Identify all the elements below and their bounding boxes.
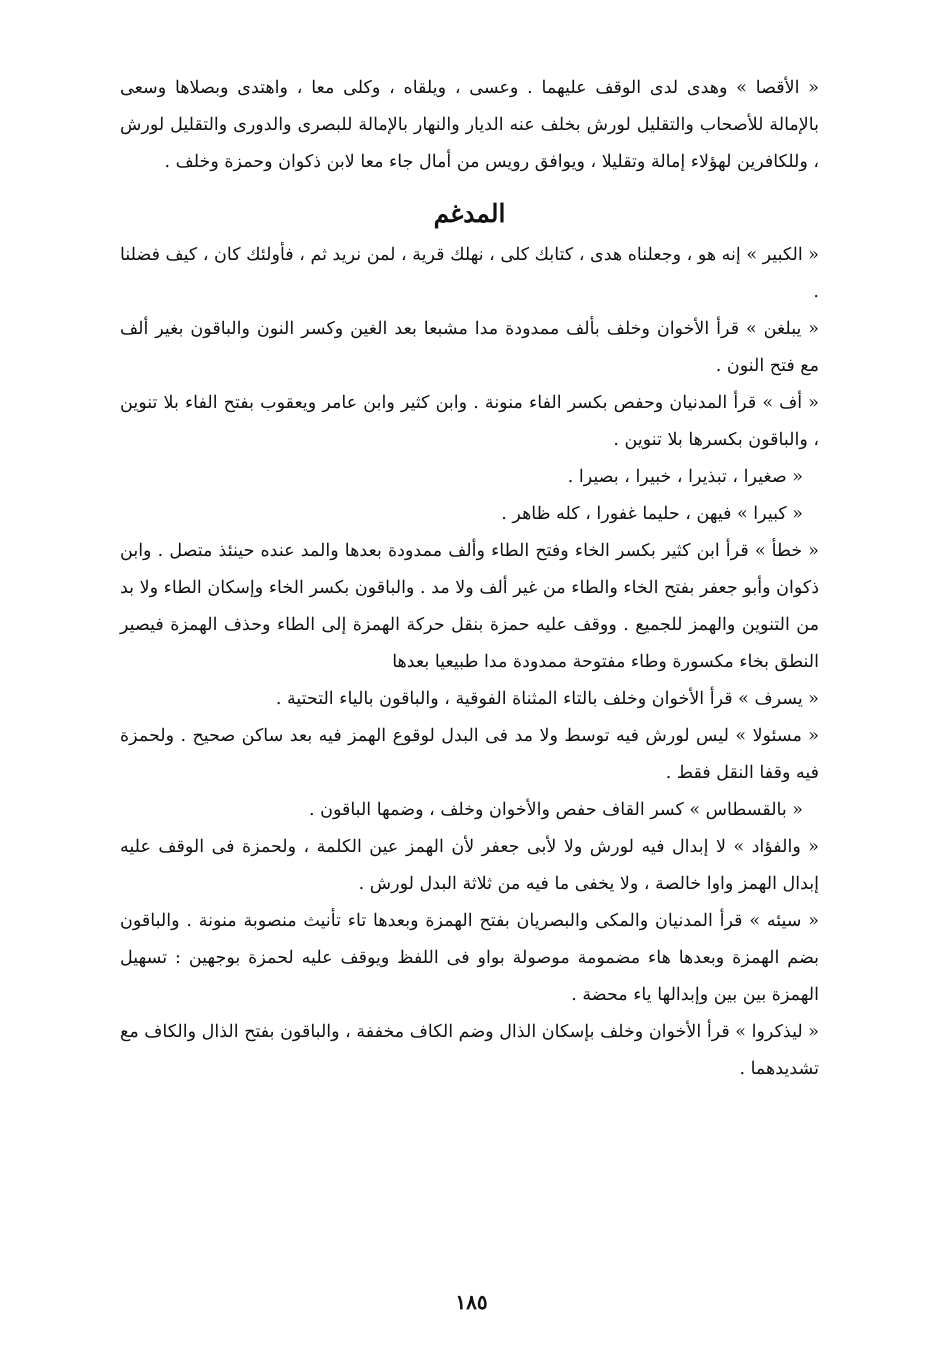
document-page	[120, 70, 819, 1088]
paragraph: « صغيرا ، تبذيرا ، خبيرا ، بصيرا .	[567, 467, 803, 487]
paragraph: « والفؤاد » لا إبدال فيه لورش ولا لأبى جعفر لأن الهمز عين الكلمة ، ولحمزة فى الوقف عليه إبدال الهمز واوا خالصة ، ولا يخفى ما فيه من ثلاثة البدل لورش .	[120, 837, 819, 894]
paragraph: « بالقسطاس » كسر القاف حفص والأخوان وخلف ، وضمها الباقون .	[308, 800, 803, 820]
page-number: ١٨٥	[455, 1290, 488, 1314]
paragraph: « يسرف » قرأ الأخوان وخلف بالتاء المثناة الفوقية ، والباقون بالياء التحتية .	[275, 689, 819, 709]
paragraph: « خطأ » قرأ ابن كثير بكسر الخاء وفتح الطاء وألف ممدودة بعدها والمد عنده حينئذ متصل . وابن ذكوان وأبو جعفر بفتح الخاء والطاء من غير ألف ولا مد . والباقون بكسر الخاء وإسكان الطاء ولا بد من التنوين والهمز للجميع . ووقف عليه حمزة بنقل حركة الهمزة إلى الطاء وحذف الهمزة فيصير النطق بخاء مكسورة وطاء مفتوحة ممدودة مدا طبيعيا بعدها	[120, 541, 819, 672]
paragraph: « ليذكروا » قرأ الأخوان وخلف بإسكان الذال وضم الكاف مخففة ، والباقون بفتح الذال والكاف مع تشديدهما .	[120, 1022, 819, 1079]
paragraph: « الكبير » إنه هو ، وجعلناه هدى ، كتابك كلى ، نهلك قرية ، لمن نريد ثم ، فأولئك كان ، كيف فضلنا .	[120, 245, 819, 302]
section-heading: المدغم	[433, 199, 506, 228]
paragraph: « كبيرا » فيهن ، حليما غفورا ، كله ظاهر .	[501, 504, 803, 524]
paragraph: « يبلغن » قرأ الأخوان وخلف بألف ممدودة مدا مشبعا بعد الغين وكسر النون والباقون بغير ألف مع فتح النون .	[120, 319, 819, 376]
paragraph: « سيئه » قرأ المدنيان والمكى والبصريان بفتح الهمزة وبعدها تاء تأنيث منصوبة منونة . والباقون بضم الهمزة وبعدها هاء مضمومة موصولة بواو فى اللفظ ويوقف عليه لحمزة بوجهين : تسهيل الهمزة بين بين وإبدالها ياء محضة .	[120, 911, 819, 1005]
paragraph: « أف » قرأ المدنيان وحفص بكسر الفاء منونة . وابن كثير وابن عامر ويعقوب بفتح الفاء بلا تنوين ، والباقون بكسرها بلا تنوين .	[120, 393, 819, 450]
paragraph: « مسئولا » ليس لورش فيه توسط ولا مد فى البدل لوقوع الهمز فيه بعد ساكن صحيح . ولحمزة فيه وقفا النقل فقط .	[120, 726, 819, 783]
intro-paragraph: « الأقصا » وهدى لدى الوقف عليهما . وعسى ، ويلقاه ، وكلى معا ، واهتدى وبصلاها وسعى بالإمالة للأصحاب والتقليل لورش بخلف عنه الديار والنهار بالإمالة للبصرى والدورى والتقليل لورش ، وللكافرين لهؤلاء إمالة وتقليلا ، ويوافق رويس من أمال جاء معا لابن ذكوان وحمزة وخلف .	[120, 78, 819, 172]
